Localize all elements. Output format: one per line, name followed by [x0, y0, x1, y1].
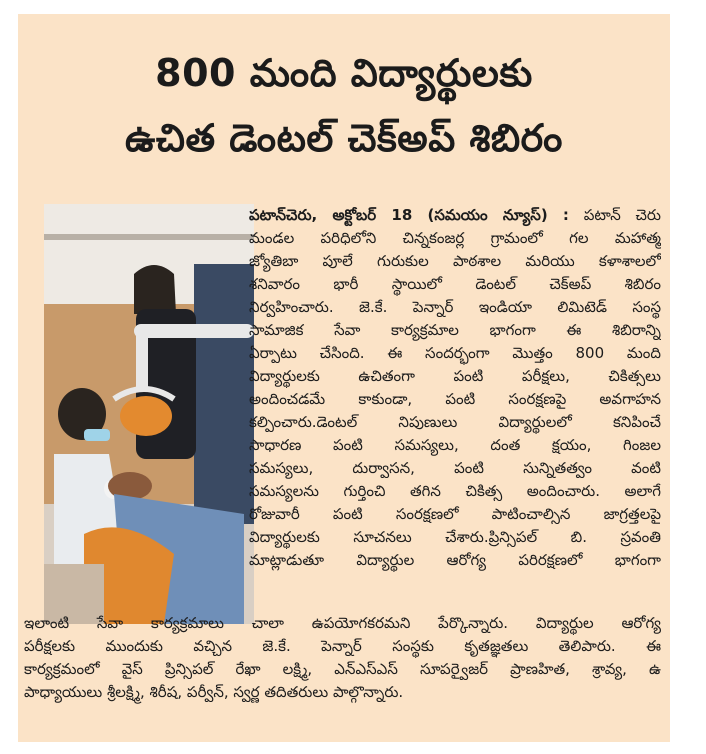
dental-checkup-illustration: [44, 204, 254, 624]
article-line: [249, 204, 661, 227]
dental-camp-photo: [44, 204, 254, 624]
headline-line-1: 800 మంది విద్యార్థులకు: [155, 51, 533, 95]
article-line: సామాజిక సేవా కార్యక్రమాల భాగంగా ఈ శిబిరాన్ని: [249, 321, 661, 339]
article-line: మాట్లాడుతూ విద్యార్థుల ఆరోగ్య పరిరక్షణలో భాగంగా: [249, 551, 661, 569]
article-line: నిర్వహించారు. జె.కే. పెన్నార్ ఇండియా లిమిటెడ్ సంస్థ: [249, 298, 661, 316]
article-line: సమస్యలు, దుర్వాసన, పంటి సున్నితత్వం వంటి: [249, 459, 661, 477]
headline-line-2: ఉచిత డెంటల్ చెక్అప్ శిబిరం: [125, 116, 563, 160]
article-line: అందించడమే కాకుండా, పంటి సంరక్షణపై అవగాహన: [249, 390, 661, 408]
article-line: శనివారం భారీ స్థాయిలో డెంటల్ చెక్అప్ శిబిరం: [249, 275, 661, 293]
dateline: పటాన్‌చెరు, అక్టోబర్ 18 (సమయం న్యూస్) :: [249, 206, 569, 224]
newspaper-clipping: [18, 14, 670, 742]
article-line: విద్యార్థులకు సూచనలు చేశారు.ప్రిన్సిపల్ బి. స్రవంతి: [249, 528, 661, 546]
article-line: ఇలాంటి సేవా కార్యక్రమాలు చాలా ఉపయోగకరమని పేర్కొన్నారు. విద్యార్థుల ఆరోగ్య: [24, 614, 661, 632]
dateline-rest: పటాన్ చెరు: [583, 206, 661, 224]
article-line: సాధారణ పంటి సమస్యలు, దంత క్షయం, గింజల: [249, 436, 661, 454]
article-line: రోజువారీ పంటి సంరక్షణలో పాటించాల్సిన జాగ్రత్తలపై: [249, 505, 661, 523]
article-line: పరీక్షలకు ముందుకు వచ్చిన జె.కే. పెన్నార్ సంస్థకు కృతజ్ఞతలు తెలిపారు. ఈ: [24, 637, 661, 655]
article-line: విద్యార్థులకు ఉచితంగా పంటి పరీక్షలు, చికిత్సలు: [249, 367, 661, 385]
article-line: మండల పరిధిలోని చిన్నకంజర్ల గ్రామంలో గల మహాత్మ: [249, 229, 661, 247]
article-line: ఏర్పాటు చేసింది. ఈ సందర్భంగా మొత్తం 800 మంది: [249, 344, 661, 362]
article-line: కల్పించారు.డెంటల్ నిపుణులు విద్యార్థులలో కనిపించే: [249, 413, 661, 431]
article-line: కార్యక్రమంలో వైస్ ప్రిన్సిపల్ రేఖా లక్ష్మి, ఎన్ఎస్ఎస్ సూపర్వైజర్ ప్రాణహిత, శ్రావ్య, ఉ: [24, 660, 661, 678]
article-line: సమస్యలను గుర్తించి తగిన చికిత్స అందించారు. అలాగే: [249, 482, 661, 500]
article-line: పాధ్యాయులు శ్రీలక్ష్మి, శిరీష, పర్వీన్, స్వర్ణ తదితరులు పాల్గొన్నారు.: [24, 683, 404, 701]
article-line: జ్యోతిబా పూలే గురుకుల పాఠశాల మరియు కళాశాలలో: [249, 252, 661, 270]
